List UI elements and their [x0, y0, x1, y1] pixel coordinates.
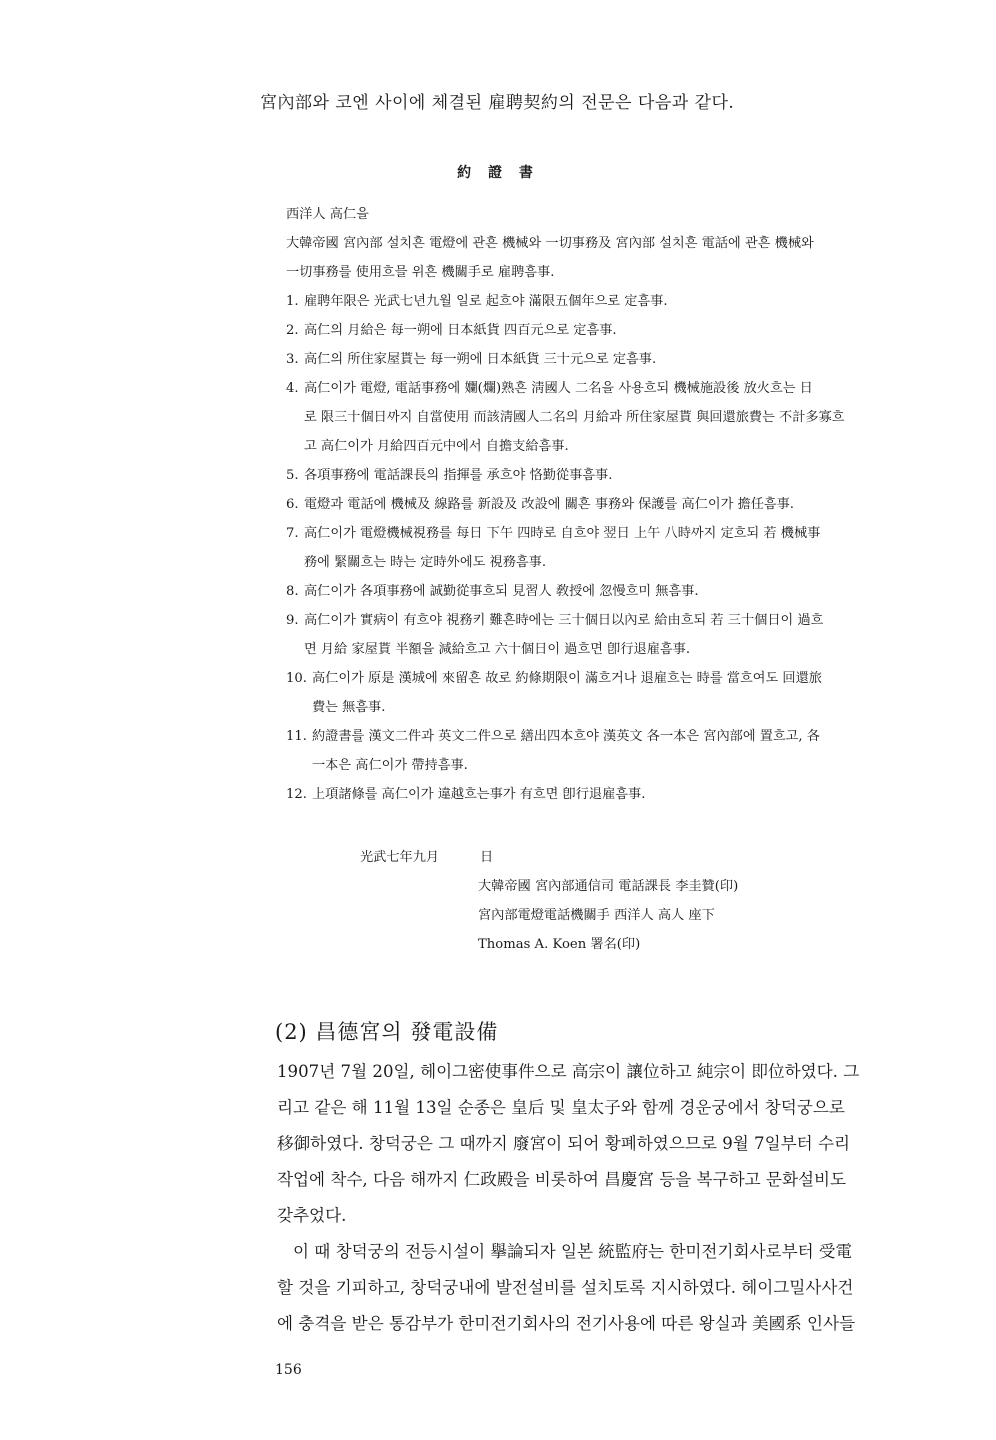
item-line: 各項事務에 電話課長의 指揮를 承흐야 恪勤從事흠事. [304, 468, 613, 483]
contract-item [286, 664, 926, 722]
page-number: 156 [275, 1362, 302, 1378]
contract-item [286, 606, 926, 664]
item-number: 6. [286, 497, 299, 512]
item-number: 9. [286, 613, 299, 628]
item-text [304, 490, 926, 519]
item-number: 1. [286, 294, 299, 309]
date-right: 日 [480, 850, 494, 865]
item-number: 7. [286, 526, 299, 541]
item-text [312, 722, 926, 780]
item-number: 11. [286, 729, 307, 744]
paragraph-line: 에 충격을 받은 통감부가 한미전기회사의 전기사용에 따른 왕실과 美國系 인사들 [277, 1314, 856, 1333]
contract-item [286, 287, 926, 316]
contract-items [286, 287, 926, 809]
contract-item [286, 490, 926, 519]
preamble-line: 大韓帝國 宮內部 설치흔 電燈에 관흔 機械와 一切事務及 宮內部 설치흔 電話에 관흔 機械와 [286, 236, 814, 251]
item-line: 高仁의 所住家屋貰는 每一朔에 日本紙貨 三十元으로 定흠事. [304, 352, 657, 367]
item-line: 高仁이가 電燈, 電話事務에 孄(爛)熟흔 淸國人 二名을 사용흐되 機械施設後 放火흐는 日 [304, 381, 813, 396]
signatory-line: Thomas A. Koen 署名(印) [478, 937, 641, 952]
item-line: 費는 無흠事. [312, 700, 386, 715]
paragraph-line: 1907년 7월 20일, 헤이그密使事件으로 高宗이 讓位하고 純宗이 即位하였다. 그 [277, 1062, 860, 1081]
paragraph-line: 리고 같은 해 11월 13일 순종은 皇后 및 皇太子와 함께 경운궁에서 창덕궁으로 [277, 1098, 845, 1117]
item-line: 上項諸條를 高仁이가 違越흐는事가 有흐면 卽行退雇흠事. [312, 787, 646, 802]
item-text [304, 316, 926, 345]
signatory-line: 大韓帝國 宮內部通信司 電話課長 李圭贊(印) [478, 879, 739, 894]
item-text [312, 780, 926, 809]
contract-item [286, 374, 926, 461]
paragraph-line: 할 것을 기피하고, 창덕궁내에 발전설비를 설치토록 지시하였다. 헤이그밀사사건 [277, 1278, 854, 1297]
item-line: 高仁이가 各項事務에 誠勤從事흐되 見習人 敎授에 忽慢흐미 無흠事. [304, 584, 699, 599]
contract-item [286, 577, 926, 606]
item-text [304, 606, 926, 664]
item-number: 2. [286, 323, 299, 338]
paragraph-line: 移御하였다. 창덕궁은 그 때까지 廢宮이 되어 황폐하였으므로 9월 7일부터 수리 [277, 1134, 851, 1153]
item-text [312, 664, 926, 722]
item-text [304, 519, 926, 577]
item-number: 5. [286, 468, 299, 483]
contract-item [286, 461, 926, 490]
item-line: 約證書를 漢文二件과 英文二件으로 繕出四本흐야 漢英文 各一本은 宮內部에 置흐고, 各 [312, 729, 820, 744]
section-heading: (2) 昌德宮의 發電設備 [275, 1020, 499, 1044]
preamble-line: 一切事務를 使用흐믈 위흔 機關手로 雇聘흠事. [286, 265, 555, 280]
item-line: 務에 緊關흐는 時는 定時外에도 視務흠事. [304, 555, 547, 570]
paragraph-line: 갖추었다. [277, 1206, 347, 1225]
item-line: 高仁이가 原是 漢城에 來留흔 故로 約條期限이 滿흐거나 退雇흐는 時를 當흐여도 回還旅 [312, 671, 822, 686]
item-text [304, 577, 926, 606]
item-text [304, 345, 926, 374]
signature-block [360, 843, 738, 959]
item-line: 면 月給 家屋貰 半額을 減給흐고 六十個日이 過흐면 卽行退雇흠事. [304, 642, 691, 657]
paragraph-2 [277, 1234, 943, 1342]
item-line: 로 限三十個日ᄭᅡ지 自當使用 而該淸國人二名의 月給과 所住家屋貰 與回還旅費는 不計多寡흐 [304, 410, 845, 425]
paragraph-1 [277, 1054, 943, 1234]
item-number: 10. [286, 671, 307, 686]
paragraph-line: 작업에 착수, 다음 해까지 仁政殿을 비롯하여 昌慶宮 등을 복구하고 문화설비도 [277, 1170, 847, 1189]
signatory-line: 宮內部電燈電話機關手 西洋人 高人 座下 [478, 908, 715, 923]
intro-line: 宮內部와 코엔 사이에 체결된 雇聘契約의 전문은 다음과 같다. [260, 93, 735, 113]
item-line: 電燈과 電話에 機械及 線路를 新設及 改設에 關흔 事務와 保護를 高仁이가 擔任흠事. [304, 497, 794, 512]
contract-date [360, 843, 738, 872]
contract-item [286, 722, 926, 780]
item-number: 4. [286, 381, 299, 396]
contract-item [286, 780, 926, 809]
item-line: 一本은 高仁이가 帶持흠事. [312, 758, 468, 773]
contract-item [286, 316, 926, 345]
item-line: 高仁이가 實病이 有흐야 視務키 難흔時에는 三十個日以內로 給由흐되 若 三十個日이 過흐 [304, 613, 824, 628]
item-text [304, 374, 926, 461]
item-line: 고 高仁이가 月給四百元中에서 自擔支給흠事. [304, 439, 569, 454]
contract-item [286, 345, 926, 374]
paragraph-line: 이 때 창덕궁의 전등시설이 擧論되자 일본 統監府는 한미전기회사로부터 受電 [293, 1242, 853, 1261]
item-line: 高仁의 月給은 每一朔에 日本紙貨 四百元으로 定흠事. [304, 323, 617, 338]
contract-addressee: 西洋人 高仁을 [286, 207, 369, 222]
contract-item [286, 519, 926, 577]
item-number: 12. [286, 787, 307, 802]
item-number: 8. [286, 584, 299, 599]
contract-title: 約 證 書 [457, 165, 539, 181]
item-line: 雇聘年限은 光武七년九월 일로 起흐야 滿限五個年으로 定흠事. [304, 294, 668, 309]
item-line: 高仁이가 電燈機械視務를 每日 下午 四時로 自흐야 翌日 上午 八時ᄭᅡ지 定흐되 若 機械事 [304, 526, 821, 541]
item-text [304, 287, 926, 316]
date-left: 光武七年九月 [360, 850, 440, 865]
item-text [304, 461, 926, 490]
contract-body [286, 200, 926, 809]
item-number: 3. [286, 352, 299, 367]
